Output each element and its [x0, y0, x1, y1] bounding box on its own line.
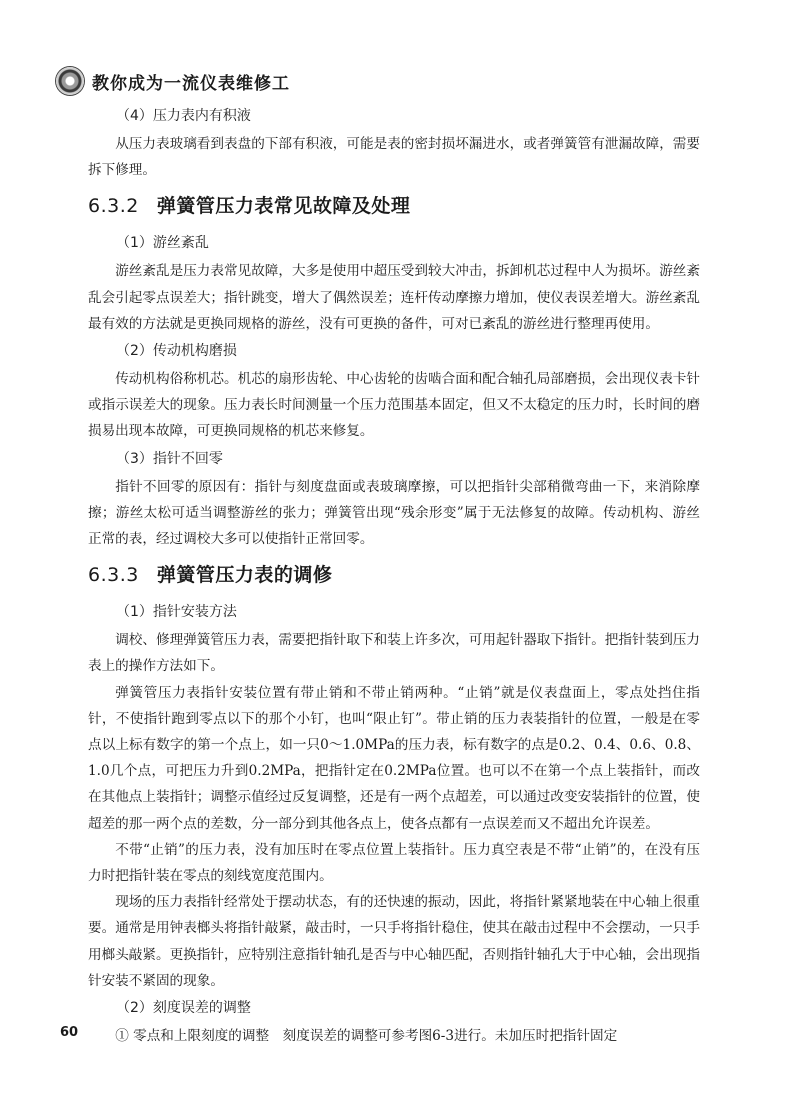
subheading: （2）传动机构磨损 [116, 343, 237, 360]
section-heading [88, 554, 700, 596]
subheading: （1）游丝紊乱 [116, 235, 209, 252]
section-title: 弹簧管压力表常见故障及处理 [156, 195, 411, 218]
gauge-logo-icon [56, 67, 84, 95]
paragraph: 弹簧管压力表指针安装位置有带止销和不带止销两种。“止销”就是仪表盘面上，零点处挡住指针，不使指针跑到零点以下的那个小钉，也叫“限止钉”。带止销的压力表装指针的位置，一般是在零点以上标有数字的第一个点上，如一只0～1.0MPa的压力表，标有数字的点是0.2、0.4、0.6、0.8、1.0几个点，可把压力升到0.2MPa，把指针定在0.2MPa位置。也可以不在第一个点上装指针，而改在其他点上装指针；调整示值经过反复调整，还是有一两个点超差，可以通过改变安装指针的位置，使超差的那一两个点的差数，分一部分到其他各点上，使各点都有一点误差而又不超出允许误差。 [88, 684, 700, 832]
paragraph: 指针不回零的原因有：指针与刻度盘面或表玻璃摩擦，可以把指针尖部稍微弯曲一下，来消除摩擦；游丝太松可适当调整游丝的张力；弹簧管出现“残余形变”属于无法修复的故障。传动机构、游丝正常的表，经过调校大多可以使指针正常回零。 [88, 478, 700, 548]
subheading: （2）刻度误差的调整 [116, 1000, 251, 1017]
section-number: 6.3.3 [88, 564, 139, 587]
subheading: （1）指针安装方法 [116, 604, 237, 621]
page-number: 60 [60, 1025, 79, 1040]
book-title: 教你成为一流仪表维修工 [92, 73, 290, 94]
paragraph: 调校、修理弹簧管压力表，需要把指针取下和装上许多次，可用起针器取下指针。把指针装到压力表上的操作方法如下。 [88, 632, 700, 675]
paragraph: 从压力表玻璃看到表盘的下部有积液，可能是表的密封损坏漏进水，或者弹簧管有泄漏故障，需要拆下修理。 [88, 136, 700, 179]
section-number: 6.3.2 [88, 195, 139, 218]
paragraph: 现场的压力表指针经常处于摆动状态，有的还快速的振动，因此，将指针紧紧地装在中心轴上很重要。通常是用钟表榔头将指针敲紧，敲击时，一只手将指针稳住，使其在敲击过程中不会摆动，一只手用榔头敲紧。更换指针，应特别注意指针轴孔是否与中心轴匹配，否则指针轴孔大于中心轴，会出现指针安装不紧固的现象。 [88, 894, 700, 989]
running-header [56, 66, 290, 96]
page-body [88, 102, 700, 1049]
paragraph: ① 零点和上限刻度的调整 刻度误差的调整可参考图6-3进行。未加压时把指针固定 [115, 1028, 618, 1045]
section-heading [88, 185, 700, 227]
subheading: （3）指针不回零 [116, 450, 223, 467]
paragraph: 游丝紊乱是压力表常见故障，大多是使用中超压受到较大冲击，拆卸机芯过程中人为损坏。游丝紊乱会引起零点误差大；指针跳变，增大了偶然误差；连杆传动摩擦力增加，使仪表误差增大。游丝紊乱最有效的方法就是更换同规格的游丝，没有可更换的备件，可对已紊乱的游丝进行整理再使用。 [88, 263, 700, 332]
section-title: 弹簧管压力表的调修 [156, 564, 333, 587]
paragraph: 传动机构俗称机芯。机芯的扇形齿轮、中心齿轮的齿啮合面和配合轴孔局部磨损，会出现仪表卡针或指示误差大的现象。压力表长时间测量一个压力范围基本固定，但又不太稳定的压力时，长时间的磨损易出现本故障，可更换同规格的机芯来修复。 [88, 371, 700, 440]
paragraph: 不带“止销”的压力表，没有加压时在零点位置上装指针。压力真空表是不带“止销”的，在没有压力时把指针装在零点的刻线宽度范围内。 [88, 841, 700, 885]
subheading: （4）压力表内有积液 [116, 108, 251, 124]
